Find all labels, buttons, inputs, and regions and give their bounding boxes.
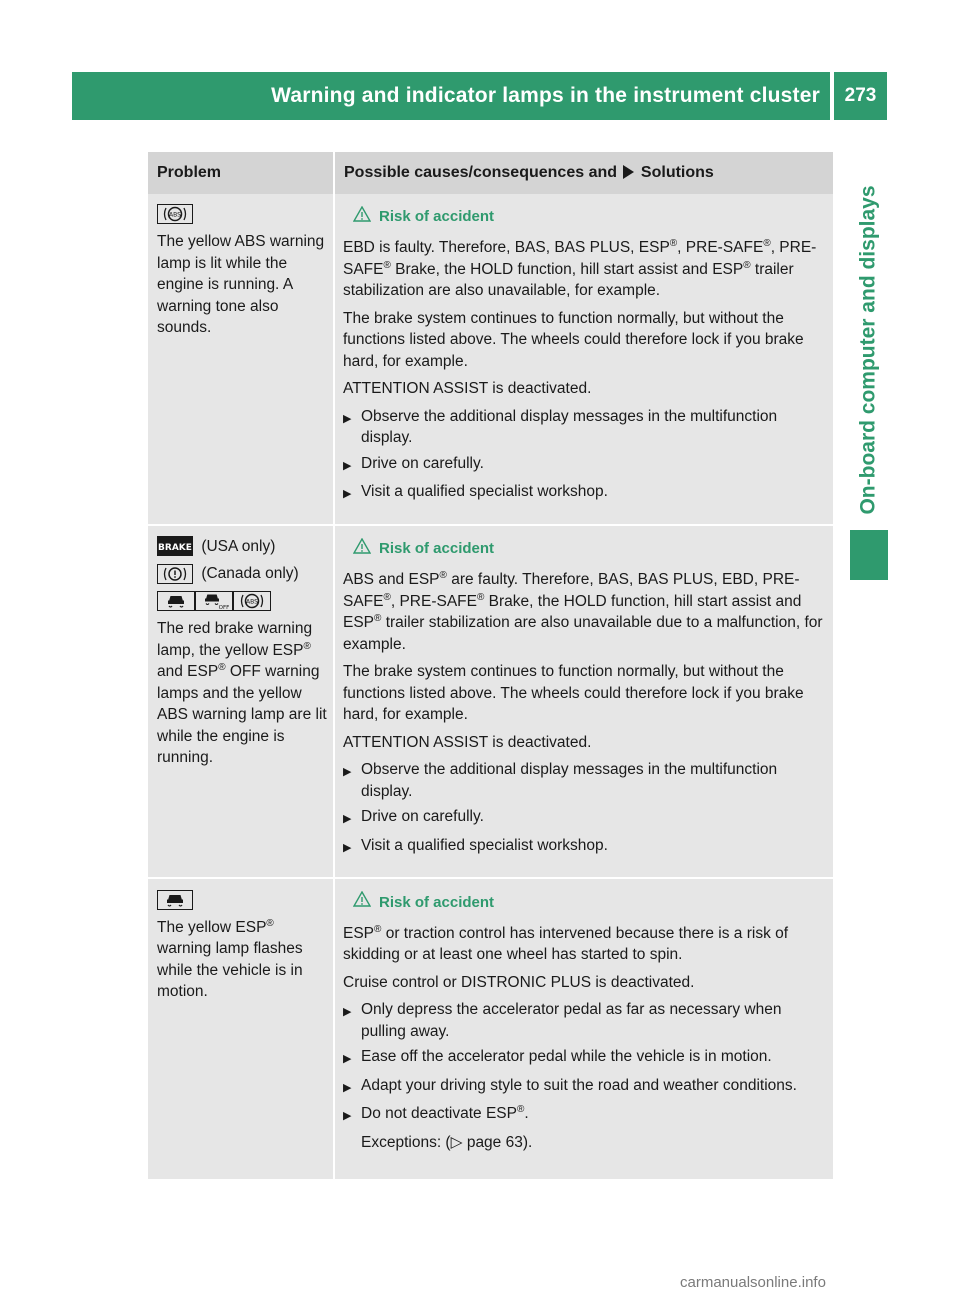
step-arrow-icon: ▶ bbox=[343, 1053, 352, 1065]
solution-cell bbox=[333, 524, 833, 878]
section-marker bbox=[850, 530, 888, 580]
step-text: Only depress the accelerator pedal as far as necessary when pulling away. bbox=[361, 1001, 782, 1040]
step-text: Visit a qualified specialist workshop. bbox=[361, 483, 608, 500]
watermark: carmanualsonline.info bbox=[680, 1274, 826, 1291]
warning-line bbox=[353, 538, 827, 561]
step bbox=[343, 1046, 827, 1071]
step-text: Ease off the accelerator pedal while the vehicle is in motion. bbox=[361, 1048, 772, 1065]
warning-triangle-icon bbox=[353, 538, 371, 561]
step-text: Drive on carefully. bbox=[361, 454, 484, 472]
warning-triangle-icon bbox=[353, 891, 371, 914]
step-text: Drive on carefully. bbox=[361, 808, 484, 825]
solution-cell bbox=[333, 194, 833, 524]
step-text: Observe the additional display messages in the multifunction display. bbox=[361, 407, 778, 446]
lamp-line bbox=[157, 591, 327, 613]
section-title: On-board computer and displays bbox=[857, 185, 880, 515]
esp-off-warning-icon bbox=[195, 591, 233, 611]
brake-warning-icon bbox=[157, 536, 193, 556]
warning-line bbox=[353, 206, 827, 229]
step-arrow-icon: ▶ bbox=[343, 1006, 352, 1018]
problem-header: Problem bbox=[148, 152, 333, 194]
step-exception bbox=[343, 1132, 827, 1154]
paragraph: ABS and ESP® are faulty. Therefore, BAS, BAS PLUS, EBD, PRE-SAFE®, PRE-SAFE® Brake, the HOLD function, hill start assist and ESP® trailer stabilization are also unavailable due to a malfunction, for example. bbox=[343, 569, 823, 653]
step-arrow-icon: ▶ bbox=[343, 766, 352, 778]
svg-text:ABS: ABS bbox=[246, 598, 258, 606]
paragraph: ATTENTION ASSIST is deactivated. bbox=[343, 380, 592, 397]
esp-warning-icon bbox=[157, 890, 193, 910]
step-arrow-icon: ▶ bbox=[343, 1110, 352, 1122]
paragraph: The brake system continues to function normally, but without the functions listed above. The wheels could therefore lock if you brake hard, for example. bbox=[343, 309, 804, 370]
step-arrow-icon: ▶ bbox=[343, 412, 352, 425]
step-text: Visit a qualified specialist workshop. bbox=[361, 836, 608, 854]
step bbox=[343, 481, 827, 506]
solution-header bbox=[333, 152, 833, 194]
paragraph: ATTENTION ASSIST is deactivated. bbox=[343, 733, 592, 751]
abs-warning-icon bbox=[157, 204, 193, 224]
solution-header-suffix: Solutions bbox=[640, 164, 714, 181]
step-arrow-icon: ▶ bbox=[343, 488, 352, 500]
paragraph: ESP® or traction control has intervened because there is a risk of skidding or at least one wheel has started to spin. bbox=[343, 923, 789, 963]
table-row bbox=[148, 194, 833, 524]
step bbox=[343, 999, 827, 1042]
problem-text: The yellow ABS warning lamp is lit while the engine is running. A warning tone also sounds. bbox=[157, 233, 325, 336]
step-arrow-icon: ▶ bbox=[343, 459, 352, 472]
warning-line bbox=[353, 891, 827, 914]
table-header bbox=[148, 152, 833, 194]
lamp-note: (USA only) bbox=[201, 537, 276, 555]
esp-warning-icon bbox=[157, 591, 195, 611]
problem-cell bbox=[148, 194, 333, 524]
solution-header-prefix: Possible causes/consequences and bbox=[344, 164, 618, 181]
step-text: Observe the additional display messages in the multifunction display. bbox=[361, 761, 778, 800]
step bbox=[343, 759, 827, 802]
step bbox=[343, 806, 827, 831]
page-title: Warning and indicator lamps in the instrument cluster bbox=[271, 84, 820, 107]
solution-cell bbox=[333, 877, 833, 1179]
problem-text: The yellow ESP® warning lamp flashes while the vehicle is in motion. bbox=[157, 917, 303, 1000]
problem-text: The red brake warning lamp, the yellow ESP® and ESP® OFF warning lamps and the yellow ABS warning lamp are lit while the engine is running. bbox=[157, 620, 327, 766]
lamp-line bbox=[157, 204, 327, 226]
svg-text:ABS: ABS bbox=[169, 211, 181, 219]
step-arrow-icon: ▶ bbox=[343, 813, 352, 825]
step bbox=[343, 1103, 827, 1128]
step bbox=[343, 835, 827, 860]
warning-triangle-icon bbox=[353, 206, 371, 229]
section-side-tab bbox=[850, 130, 888, 570]
table-row bbox=[148, 524, 833, 878]
problem-cell bbox=[148, 877, 333, 1179]
paragraph: The brake system continues to function normally, but without the functions listed above. The wheels could therefore lock if you brake hard, for example. bbox=[343, 663, 804, 723]
warning-title: Risk of accident bbox=[379, 208, 495, 225]
warning-title: Risk of accident bbox=[379, 893, 495, 911]
abs-warning-icon bbox=[233, 591, 271, 611]
step bbox=[343, 1075, 827, 1100]
lamp-table bbox=[148, 152, 833, 1179]
paragraph: Cruise control or DISTRONIC PLUS is deactivated. bbox=[343, 973, 695, 991]
brake-warning-canada-icon bbox=[157, 564, 193, 584]
arrow-icon bbox=[623, 165, 634, 179]
step-text: Do not deactivate ESP®. bbox=[361, 1103, 529, 1122]
paragraph: EBD is faulty. Therefore, BAS, BAS PLUS, ESP®, PRE-SAFE®, PRE-SAFE® Brake, the HOLD function, hill start assist and ESP® trailer stabilization are also unavailable, for example. bbox=[343, 237, 817, 299]
lamp-note: (Canada only) bbox=[201, 565, 299, 582]
svg-text:OFF: OFF bbox=[218, 605, 230, 612]
table-row bbox=[148, 877, 833, 1179]
problem-cell bbox=[148, 524, 333, 878]
step bbox=[343, 406, 827, 449]
step-arrow-icon: ▶ bbox=[343, 1081, 352, 1094]
step-arrow-icon: ▶ bbox=[343, 841, 352, 854]
lamp-line bbox=[157, 536, 327, 558]
warning-title: Risk of accident bbox=[379, 540, 495, 557]
step bbox=[343, 453, 827, 478]
page-number: 273 bbox=[834, 72, 887, 120]
page-reference-link[interactable]: Exceptions: (▷ page 63). bbox=[361, 1133, 533, 1151]
page-header bbox=[72, 72, 830, 120]
step-text: Adapt your driving style to suit the road and weather conditions. bbox=[361, 1076, 797, 1094]
lamp-line bbox=[157, 563, 327, 585]
lamp-line bbox=[157, 889, 327, 911]
svg-text:BRAKE: BRAKE bbox=[158, 543, 192, 554]
